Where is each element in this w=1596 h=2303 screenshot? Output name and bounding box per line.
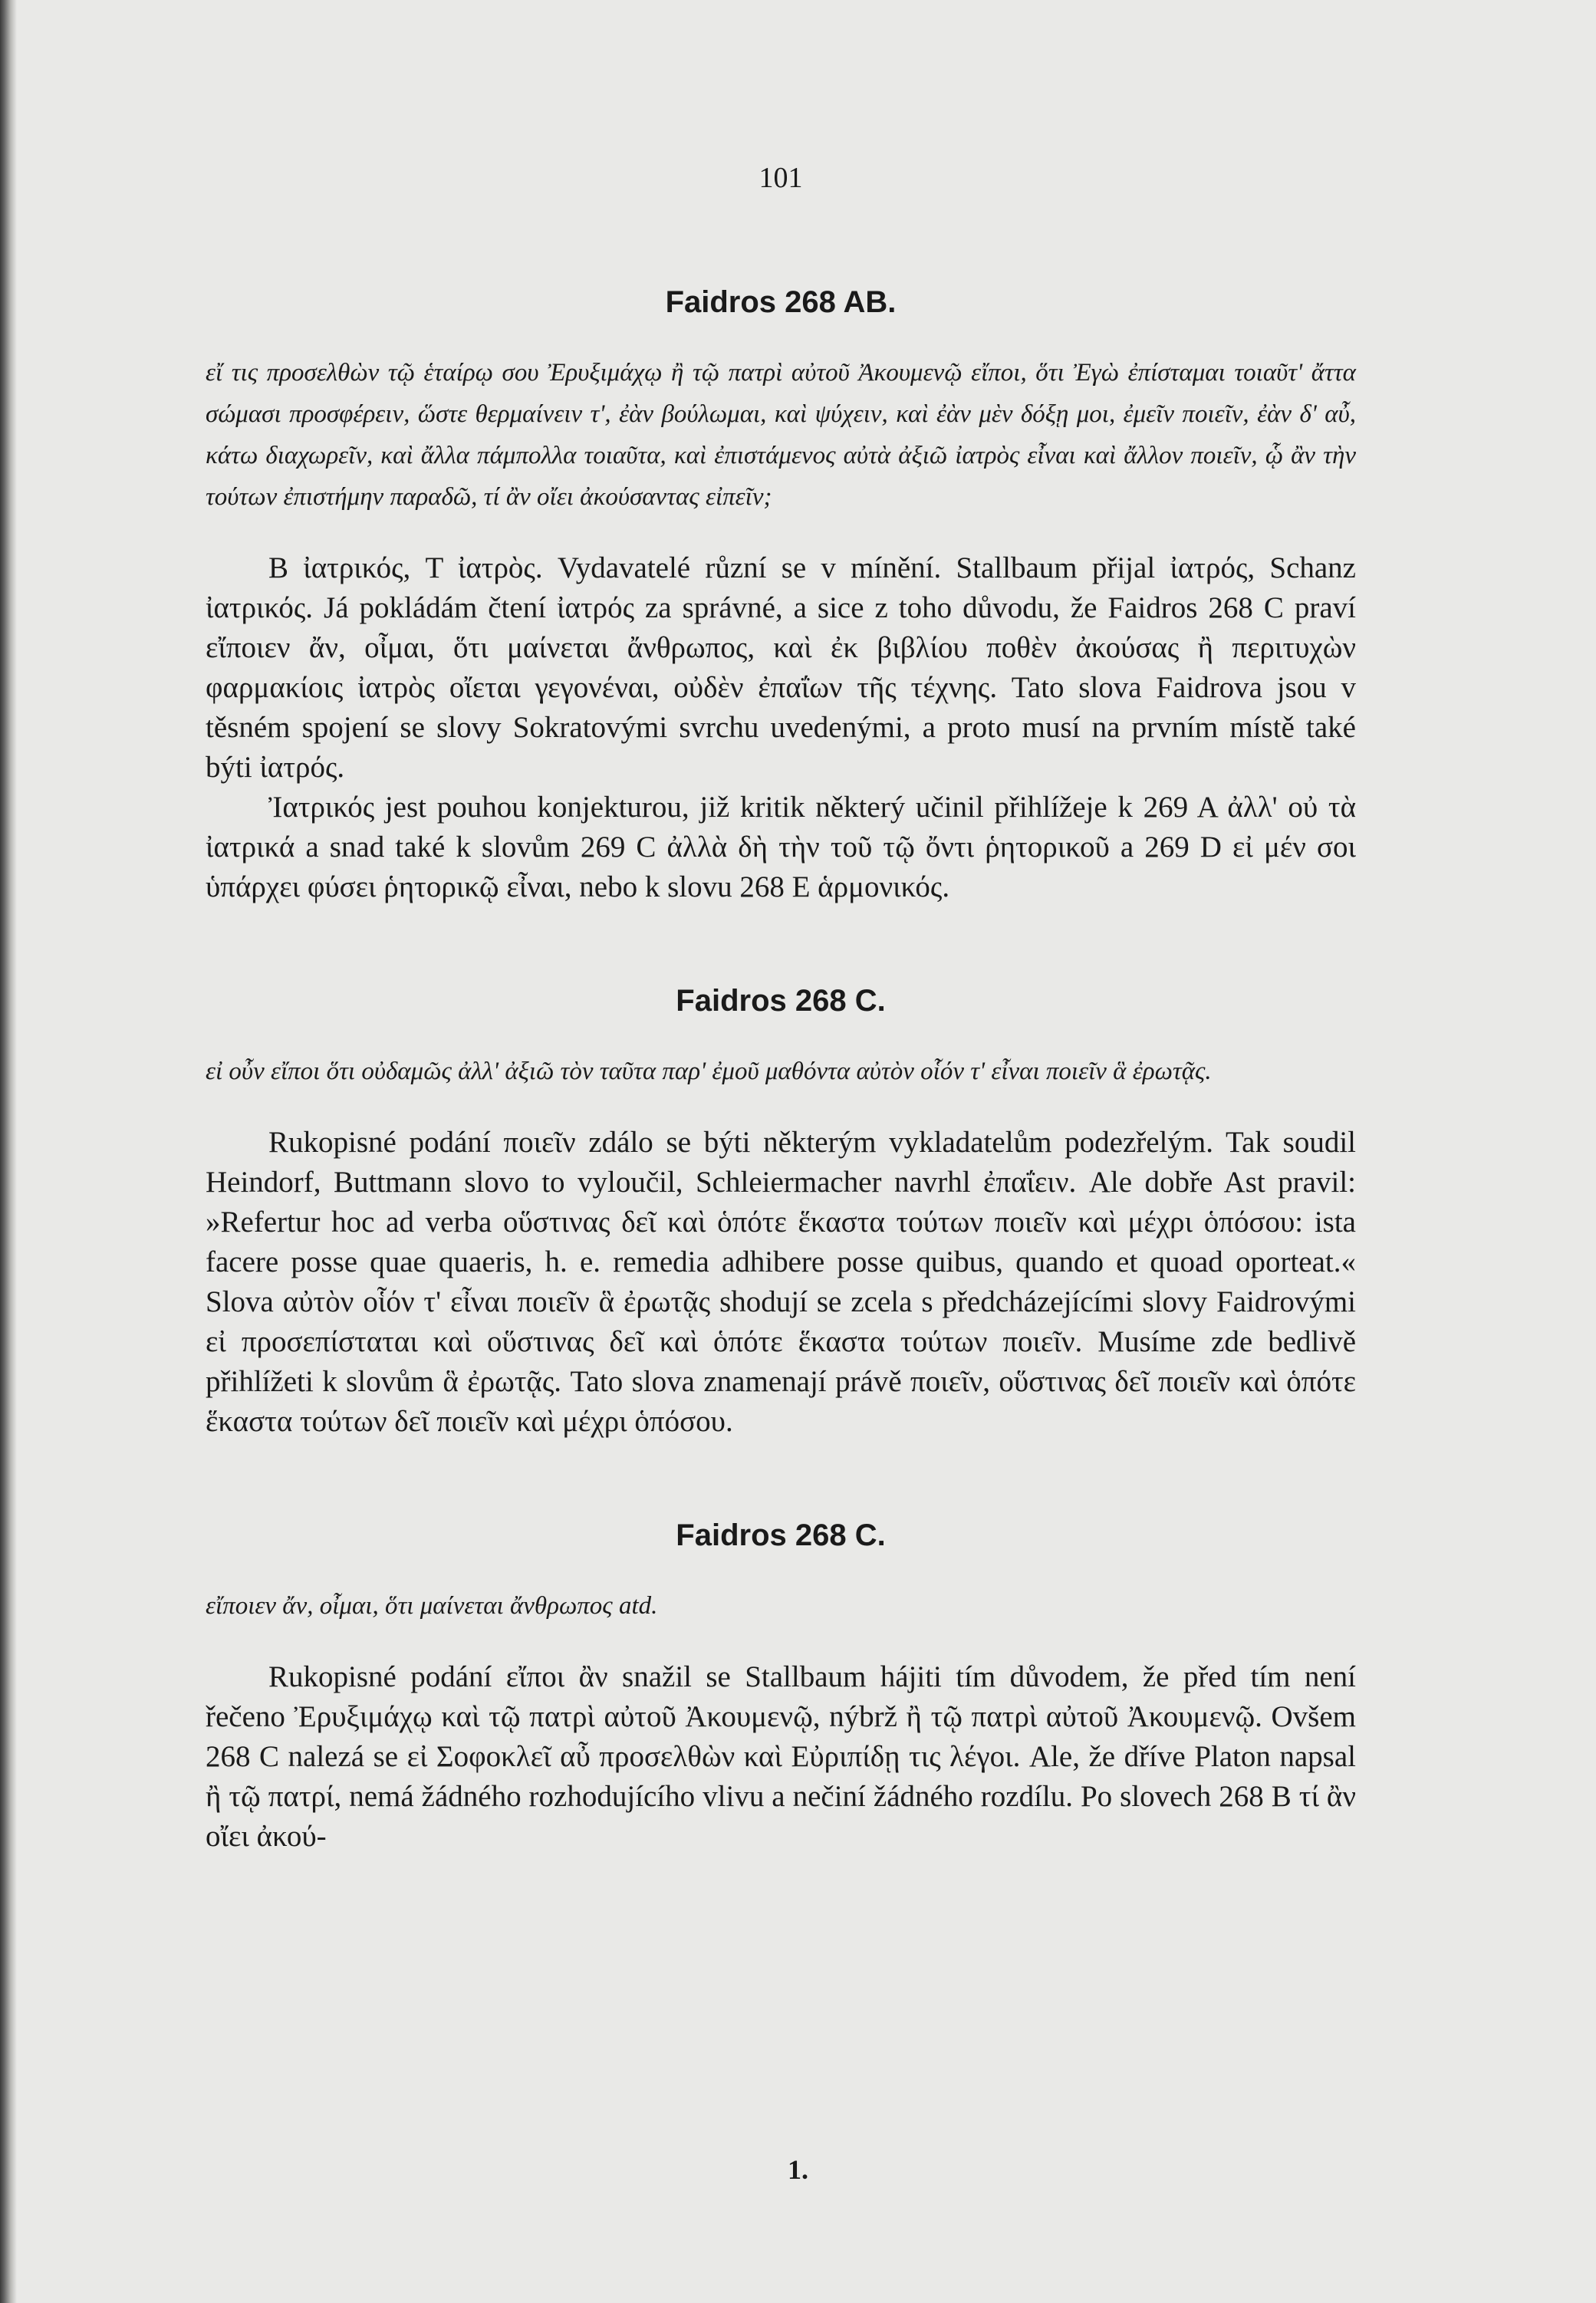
paragraph-2-1: Rukopisné podání ποιεῖν zdálo se býti některým vykladatelům podezřelým. Tak soudil Heindorf, Buttmann slovo to vyloučil, Schleiermacher navrhl ἐπαΐειν. Ale dobře Ast pravil: »Refertur hoc ad verba οὕστινας δεῖ καὶ ὁπότε ἕκαστα τούτων ποιεῖν καὶ μέχρι ὁπόσου: ista facere posse quae quaeris, h. e. remedia adhibere posse quibus, quando et quoad oporteat.« Slova αὐτὸν οἷόν τ' εἶναι ποιεῖν ἃ ἐρωτᾷς shodují se zcela s předcházejícími slovy Faidrovými εἰ προσεπίσταται καὶ οὕστινας δεῖ καὶ ὁπότε ἕκαστα τούτων ποιεῖν. Musíme zde bedlivě přihlížeti k slovům ἃ ἐρωτᾷς. Tato slova znamenají právě ποιεῖν, οὕστινας δεῖ ποιεῖν καὶ ὁπότε ἕκαστα τούτων δεῖ ποιεῖν καὶ μέχρι ὁπόσου.	[206, 1126, 1356, 1438]
spacer	[206, 1627, 1356, 1657]
paragraph-3-1: Rukopisné podání εἴποι ἂν snažil se Stallbaum hájiti tím důvodem, že před tím není řečeno Ἐρυξιμάχῳ καὶ τῷ πατρὶ αὐτοῦ Ἀκουμενῷ, nýbrž ἢ τῷ πατρὶ αὐτοῦ Ἀκουμενῷ. Ovšem 268 C nalezá se εἰ Σοφοκλεῖ αὖ προσελθὼν καὶ Εὐριπίδῃ τις λέγοι. Ale, že dříve Platon napsal ἢ τῷ πατρί, nemá žádného rozhodujícího vlivu a nečiní žádného rozdílu. Po slovech 268 B τί ἂν οἴει ἀκού-	[206, 1660, 1356, 1853]
greek-quote-1: εἴ τις προσελθὼν τῷ ἑταίρῳ σου Ἐρυξιμάχῳ ἢ τῷ πατρὶ αὐτοῦ Ἀκουμενῷ εἴποι, ὅτι Ἐγὼ ἐπίσταμαι τοιαῦτ' ἄττα σώμασι προσφέρειν, ὥστε θερμαίνειν τ', ἐὰν βούλωμαι, καὶ ψύχειν, καὶ ἐὰν μὲν δόξῃ μοι, ἐμεῖν ποιεῖν, ἐὰν δ' αὖ, κάτω διαχωρεῖν, καὶ ἄλλα πάμπολλα τοιαῦτα, καὶ ἐπιστάμενος αὐτὰ ἀξιῶ ἰατρὸς εἶναι καὶ ἄλλον ποιεῖν, ᾧ ἂν τὴν τούτων ἐπιστήμην παραδῶ, τί ἂν οἴει ἀκούσαντας εἰπεῖν;	[206, 359, 1356, 511]
greek-quote-3: εἴποιεν ἄν, οἶμαι, ὅτι μαίνεται ἄνθρωπος atd.	[206, 1592, 658, 1620]
section-heading-1: Faidros 268 AB.	[665, 285, 897, 319]
page-number: 101	[759, 162, 803, 194]
spacer	[206, 1092, 1356, 1123]
signature-mark: 1.	[788, 2154, 808, 2185]
section-heading-3: Faidros 268 C.	[676, 1518, 886, 1552]
page-content	[206, 161, 1356, 1857]
spacer	[206, 907, 1356, 984]
greek-quote-2: εἰ οὖν εἴποι ὅτι οὐδαμῶς ἀλλ' ἀξιῶ τὸν ταῦτα παρ' ἐμοῦ μαθόντα αὐτὸν οἷόν τ' εἶναι ποιεῖν ἃ ἐρωτᾷς.	[206, 1058, 1212, 1085]
spacer	[206, 518, 1356, 548]
spacer	[206, 1442, 1356, 1518]
paragraph-1-1: B ἰατρικός, T ἰατρὸς. Vydavatelé různí se v mínění. Stallbaum přijal ἰατρός, Schanz ἰατρικός. Já pokládám čtení ἰατρός za správné, a sice z toho důvodu, že Faidros 268 C praví εἴποιεν ἄν, οἶμαι, ὅτι μαίνεται ἄνθρωπος, καὶ ἐκ βιβλίου ποθὲν ἀκούσας ἢ περιτυχὼν φαρμακίοις ἰατρὸς οἴεται γεγονέναι, οὐδὲν ἐπαΐων τῆς τέχνης. Tato slova Faidrova jsou v těsném spojení se slovy Sokratovými svrchu uvedenými, a proto musí na prvním místě také býti ἰατρός.	[206, 551, 1356, 784]
paragraph-1-2: Ἰατρικός jest pouhou konjekturou, již kritik některý učinil přihlížeje k 269 A ἀλλ' οὐ τὰ ἰατρικά a snad také k slovům 269 C ἀλλὰ δὴ τὴν τοῦ τῷ ὄντι ῥητορικοῦ a 269 D εἰ μέν σοι ὑπάρχει φύσει ῥητορικῷ εἶναι, nebo k slovu 268 E ἁρμονικός.	[206, 791, 1356, 903]
scan-edge-shadow	[0, 0, 17, 2303]
section-heading-2: Faidros 268 C.	[676, 984, 886, 1018]
